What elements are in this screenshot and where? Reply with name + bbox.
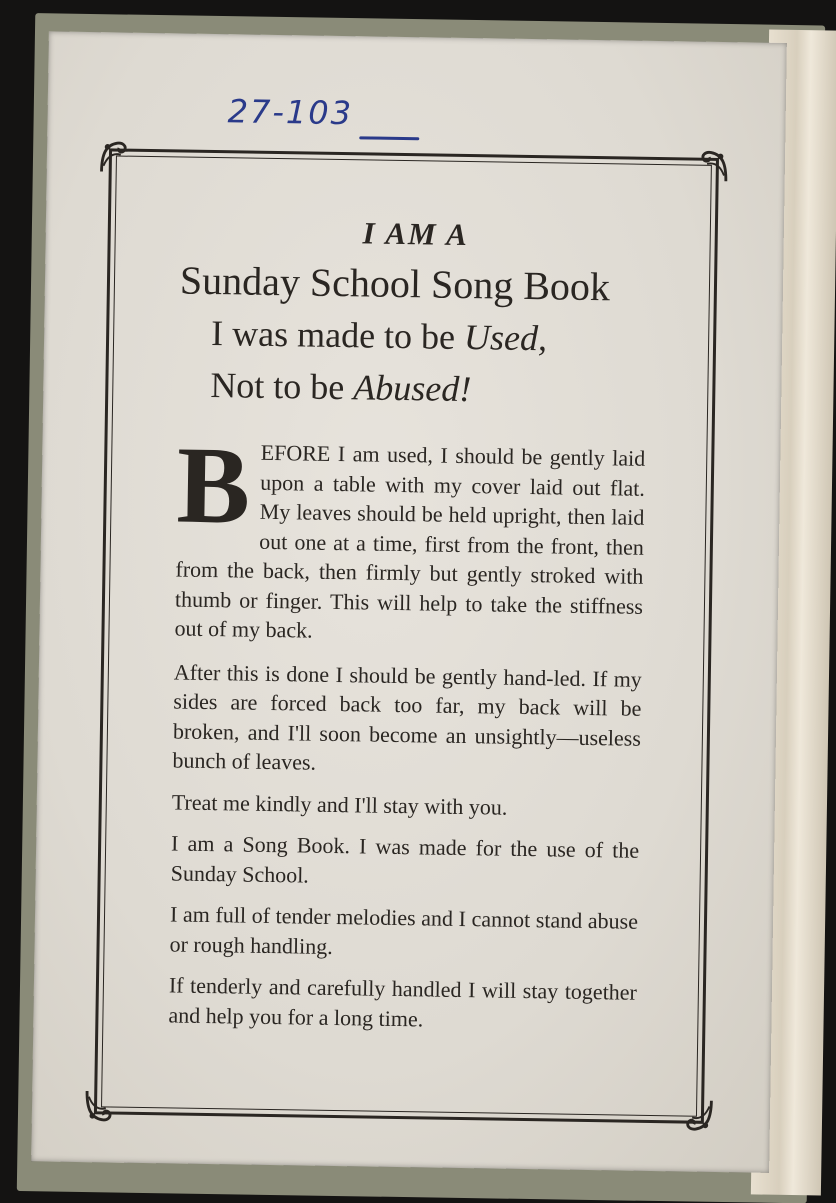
heading-abused-word: Abused! [353,367,472,410]
corner-ornament-icon [677,1096,716,1135]
paragraph-song-book: I am a Song Book. I was made for the use of the Sunday School. [170,830,640,888]
paragraph-handling: After this is done I should be gently hand-led. If my sides are forced back too far, my back will be broken, and I'll soon become an unsightly—useless bunch of leaves. [172,659,643,776]
paragraph-long-time: If tenderly and carefully handled I will stay together and help you for a long time. [168,972,638,1032]
paragraph-before-use [174,423,646,651]
heading-used-word: Used, [463,316,548,359]
heading-line-used-prefix: I was made to be [210,313,465,357]
paragraph-treat-kindly: Treat me kindly and I'll stay with you. [171,789,508,820]
heading-line-abused-prefix: Not to be [210,365,354,408]
corner-ornament-icon [83,1087,122,1126]
corner-ornament-icon [98,137,137,176]
drop-cap: B [175,423,252,548]
handwritten-shelfmark: 27-103 [227,92,354,133]
ornamental-frame [94,148,719,1123]
corner-ornament-icon [692,147,731,186]
endpaper [31,31,787,1172]
heading-line-used [179,307,650,367]
heading-intro: I AM A [362,215,470,253]
heading-line-abused [178,359,649,419]
paragraph-melodies: I am full of tender melodies and I cannot stand abuse or rough handling. [169,901,639,959]
notice-body [168,423,646,1037]
shelfmark-underline [359,136,419,140]
paragraph-before-use-text: EFORE I am used, I should be gently laid upon a table with my cover laid out flat. My leaves should be held upright, then laid out one at a time, first from the front, then from the back, then firmly but gently stroked with thumb or finger. This will help to take the stiffness out of my back. [174,440,646,644]
page-title: Sunday School Song Book [179,257,611,310]
notice-content [168,213,651,1050]
